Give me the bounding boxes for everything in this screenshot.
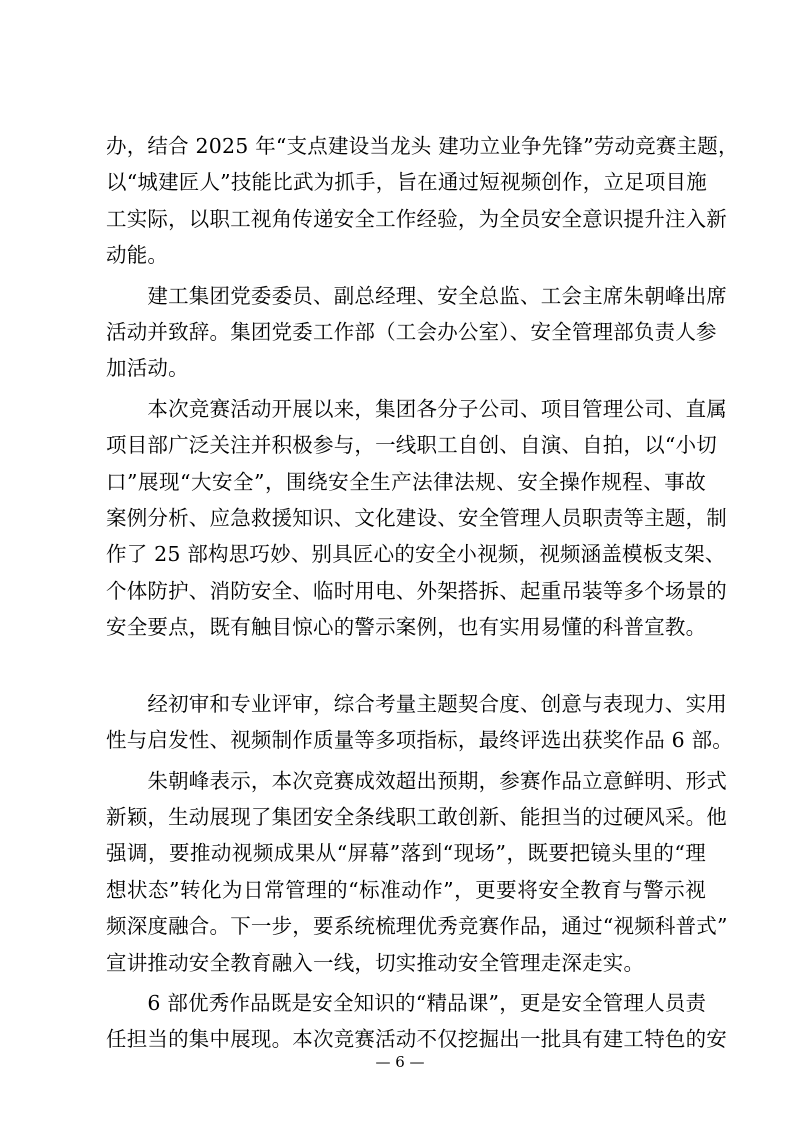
paragraph-6: [106, 985, 727, 1058]
text-line: 任担当的集中展现。本次竞赛活动不仅挖掘出一批具有建工特色的安: [106, 1027, 727, 1052]
text-line: 朱朝峰表示，本次竞赛成效超出预期，参赛作品立意鲜明、形式: [106, 768, 727, 793]
text-line: 性与启发性、视频制作质量等多项指标，最终评选出获奖作品 6 部。: [106, 728, 733, 753]
paragraph-2: [106, 278, 727, 387]
paragraph-5: [106, 763, 728, 981]
text-line: 强调，要推动视频成果从“屏幕”落到“现场”，既要把镜头里的“理: [106, 841, 706, 866]
text-line: 新颖，生动展现了集团安全条线职工敢创新、能担当的过硬风采。他: [106, 805, 727, 830]
text-line: 加活动。: [106, 356, 189, 381]
text-line: 个体防护、消防安全、临时用电、外架搭拆、起重吊装等多个场景的: [106, 578, 727, 603]
text-line: 工实际，以职工视角传递安全工作经验，为全员安全意识提升注入新: [106, 206, 727, 231]
paragraph-3: [106, 391, 727, 682]
text-line: 办，结合 2025 年“支点建设当龙头 建功立业争先锋”劳动竞赛主题，: [106, 134, 739, 158]
text-line: 项目部广泛关注并积极参与，一线职工自创、自演、自拍，以“小切: [106, 433, 717, 458]
text-line: 经初审和专业评审，综合考量主题契合度、创意与表现力、实用: [106, 691, 727, 716]
text-line: 想状态”转化为日常管理的“标准动作”，更要将安全教育与警示视: [106, 877, 706, 902]
text-line: 安全要点，既有触目惊心的警示案例，也有实用易懂的科普宣教。: [106, 615, 707, 640]
text-line: 活动并致辞。集团党委工作部（工会办公室）、安全管理部负责人参: [106, 319, 717, 344]
text-line: 动能。: [106, 243, 169, 268]
text-line: 以“城建匠人”技能比武为抓手，旨在通过短视频创作，立足项目施: [106, 170, 707, 195]
text-line: 案例分析、应急救援知识、文化建设、安全管理人员职责等主题，制: [106, 505, 727, 530]
text-line: 频深度融合。下一步，要系统梳理优秀竞赛作品，通过“视频科普式”: [106, 914, 728, 939]
text-line: 建工集团党委委员、副总经理、安全总监、工会主席朱朝峰出席: [106, 283, 727, 308]
paragraph-1: [106, 128, 739, 274]
text-line: 宣讲推动安全教育融入一线，切实推动安全管理走深走实。: [106, 950, 645, 975]
text-line: 本次竞赛活动开展以来，集团各分子公司、项目管理公司、直属: [106, 396, 727, 421]
text-line: 6 部优秀作品既是安全知识的“精品课”，更是安全管理人员责: [106, 990, 707, 1015]
page-number: — 6 —: [375, 1053, 425, 1071]
text-line: 口”展现“大安全”，围绕安全生产法律法规、安全操作规程、事故: [106, 469, 706, 494]
text-line: [106, 645, 706, 681]
body-text: [106, 128, 739, 1058]
paragraph-4: [106, 686, 733, 759]
text-line: 作了 25 部构思巧妙、别具匠心的安全小视频，视频涵盖模板支架、: [106, 542, 726, 567]
